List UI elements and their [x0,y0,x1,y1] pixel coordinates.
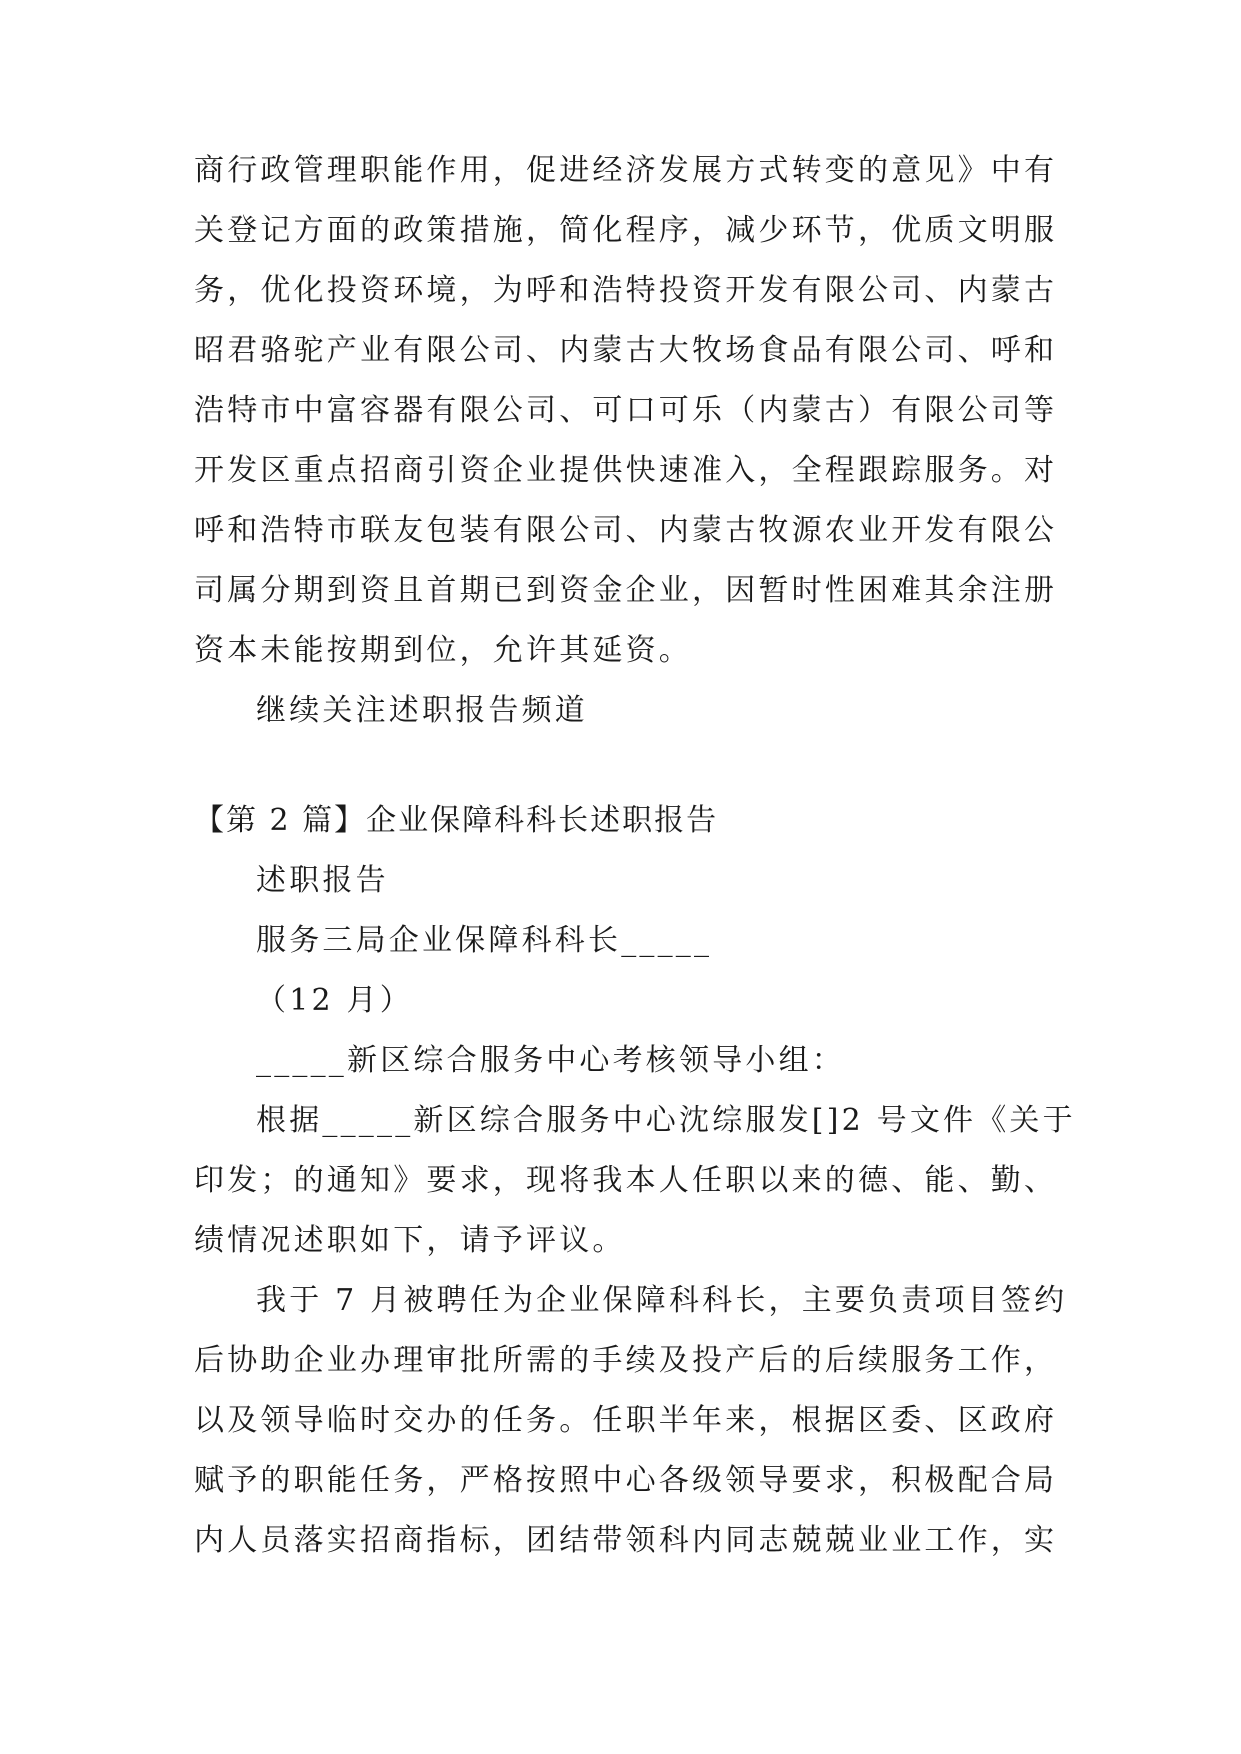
text-line: 我于 7 月被聘任为企业保障科科长，主要负责项目签约 [256,1283,1068,1318]
text-line: 印发；的通知》要求，现将我本人任职以来的德、能、勤、 [194,1163,1058,1198]
text-line: 绩情况述职如下，请予评议。 [194,1223,626,1258]
text-line: 司属分期到资且首期已到资金企业，因暂时性困难其余注册 [194,573,1058,608]
text-line: 资本未能按期到位，允许其延资。 [194,633,692,668]
text-line: 开发区重点招商引资企业提供快速准入，全程跟踪服务。对 [194,453,1058,488]
report-title: 述职报告 [256,863,389,898]
text-line: 浩特市中富容器有限公司、可口可乐（内蒙古）有限公司等 [194,393,1058,428]
text-line: 以及领导临时交办的任务。任职半年来，根据区委、区政府 [194,1403,1058,1438]
text-line: 商行政管理职能作用，促进经济发展方式转变的意见》中有 [194,153,1058,188]
text-line: 务，优化投资环境，为呼和浩特投资开发有限公司、内蒙古 [194,273,1058,308]
text-line: 后协助企业办理审批所需的手续及投产后的后续服务工作， [194,1343,1058,1378]
author-line: 服务三局企业保障科科长_____ [256,923,713,958]
salutation: _____新区综合服务中心考核领导小组： [256,1043,845,1078]
text-line: 赋予的职能任务，严格按照中心各级领导要求，积极配合局 [194,1463,1058,1498]
channel-link-text: 继续关注述职报告频道 [256,693,588,728]
date-line: （12 月） [256,983,413,1018]
text-line: 呼和浩特市联友包装有限公司、内蒙古牧源农业开发有限公 [194,513,1058,548]
text-line: 关登记方面的政策措施，简化程序，减少环节，优质文明服 [194,213,1058,248]
section-heading: 【第 2 篇】企业保障科科长述职报告 [194,803,719,838]
text-line: 昭君骆驼产业有限公司、内蒙古大牧场食品有限公司、呼和 [194,333,1058,368]
text-line: 内人员落实招商指标，团结带领科内同志兢兢业业工作，实 [194,1523,1058,1558]
text-line: 根据_____新区综合服务中心沈综服发[]2 号文件《关于 [256,1103,1076,1138]
